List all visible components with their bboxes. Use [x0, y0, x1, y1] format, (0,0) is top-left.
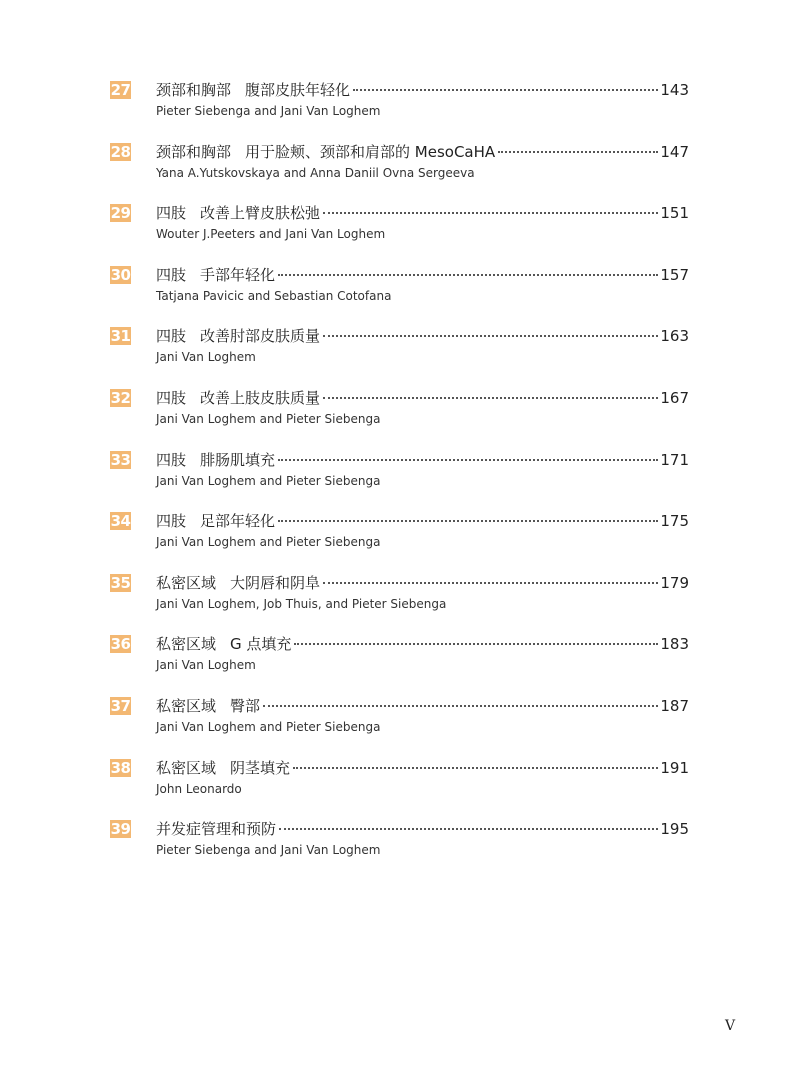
page-number: 171	[660, 451, 689, 469]
chapter-number: 35	[110, 574, 131, 592]
section-name: 颈部和胸部	[156, 81, 232, 99]
chapter-title: 臀部	[230, 697, 261, 715]
chapter-title: 并发症管理和预防	[156, 820, 277, 838]
toc-entry	[0, 573, 800, 623]
section-name: 私密区域	[156, 574, 217, 592]
chapter-title: 阴茎填充	[230, 759, 291, 777]
chapter-authors: Jani Van Loghem	[156, 350, 256, 364]
section-name: 私密区域	[156, 635, 217, 653]
page-number: 167	[660, 389, 689, 407]
section-name: 四肢	[156, 389, 187, 407]
toc-title-line[interactable]	[156, 142, 689, 164]
toc-title-line[interactable]	[156, 511, 689, 533]
chapter-number: 31	[110, 327, 131, 345]
chapter-title: 大阴唇和阴阜	[230, 574, 321, 592]
toc-title-line[interactable]	[156, 450, 689, 472]
toc-title-line[interactable]	[156, 265, 689, 287]
toc-entry	[0, 265, 800, 315]
chapter-number: 38	[110, 759, 131, 777]
chapter-number: 34	[110, 512, 131, 530]
dot-leader	[278, 459, 658, 461]
chapter-authors: Yana A.Yutskovskaya and Anna Daniil Ovna Sergeeva	[156, 166, 475, 180]
toc-entry	[0, 326, 800, 376]
chapter-number: 30	[110, 266, 131, 284]
page-number: 179	[660, 574, 689, 592]
chapter-number: 27	[110, 81, 131, 99]
toc-title-line[interactable]	[156, 573, 689, 595]
toc-title-line[interactable]	[156, 80, 689, 102]
toc-entry	[0, 80, 800, 130]
page-number: 187	[660, 697, 689, 715]
toc-title-line[interactable]	[156, 634, 689, 656]
chapter-authors: Pieter Siebenga and Jani Van Loghem	[156, 104, 381, 118]
toc-entry	[0, 634, 800, 684]
section-name: 四肢	[156, 327, 187, 345]
page-number: 175	[660, 512, 689, 530]
toc-title-line[interactable]	[156, 696, 689, 718]
page-number: 157	[660, 266, 689, 284]
toc-entry	[0, 142, 800, 192]
toc-title-line[interactable]	[156, 758, 689, 780]
chapter-authors: Pieter Siebenga and Jani Van Loghem	[156, 843, 381, 857]
toc-title-line[interactable]	[156, 203, 689, 225]
chapter-title: G 点填充	[230, 635, 292, 653]
toc-entry	[0, 696, 800, 746]
page-number: 163	[660, 327, 689, 345]
chapter-number: 28	[110, 143, 131, 161]
chapter-title: 腹部皮肤年轻化	[245, 81, 351, 99]
chapter-number: 37	[110, 697, 131, 715]
page-number: 143	[660, 81, 689, 99]
chapter-title: 改善上臂皮肤松弛	[200, 204, 321, 222]
dot-leader	[323, 212, 658, 214]
dot-leader	[353, 89, 658, 91]
section-name: 颈部和胸部	[156, 143, 232, 161]
chapter-number: 33	[110, 451, 131, 469]
section-name: 私密区域	[156, 697, 217, 715]
chapter-authors: Jani Van Loghem and Pieter Siebenga	[156, 535, 381, 549]
chapter-authors: Jani Van Loghem and Pieter Siebenga	[156, 412, 381, 426]
page-number: 191	[660, 759, 689, 777]
chapter-title: 足部年轻化	[200, 512, 276, 530]
section-name: 四肢	[156, 266, 187, 284]
chapter-title: 改善肘部皮肤质量	[200, 327, 321, 345]
toc-entry	[0, 758, 800, 808]
dot-leader	[293, 767, 658, 769]
page-number: 151	[660, 204, 689, 222]
chapter-authors: Jani Van Loghem and Pieter Siebenga	[156, 474, 381, 488]
toc-title-line[interactable]	[156, 326, 689, 348]
dot-leader	[294, 643, 658, 645]
chapter-authors: Jani Van Loghem, Job Thuis, and Pieter Siebenga	[156, 597, 447, 611]
chapter-number: 39	[110, 820, 131, 838]
toc-entry	[0, 203, 800, 253]
chapter-number: 36	[110, 635, 131, 653]
chapter-number: 32	[110, 389, 131, 407]
dot-leader	[278, 520, 658, 522]
section-name: 四肢	[156, 512, 187, 530]
page-folio: V	[725, 1018, 736, 1034]
toc-entry	[0, 511, 800, 561]
dot-leader	[323, 582, 658, 584]
chapter-title: 用于脸颊、颈部和肩部的 MesoCaHA	[245, 143, 496, 161]
section-name: 四肢	[156, 451, 187, 469]
chapter-authors: John Leonardo	[156, 782, 242, 796]
dot-leader	[323, 335, 658, 337]
toc-entry	[0, 388, 800, 438]
chapter-number: 29	[110, 204, 131, 222]
toc-entry	[0, 450, 800, 500]
toc-title-line[interactable]	[156, 388, 689, 410]
chapter-title: 腓肠肌填充	[200, 451, 276, 469]
page-number: 183	[660, 635, 689, 653]
chapter-authors: Jani Van Loghem	[156, 658, 256, 672]
dot-leader	[498, 151, 658, 153]
section-name: 私密区域	[156, 759, 217, 777]
toc-title-line[interactable]	[156, 819, 689, 841]
dot-leader	[323, 397, 658, 399]
page-number: 195	[660, 820, 689, 838]
toc-entry	[0, 819, 800, 869]
dot-leader	[279, 828, 658, 830]
dot-leader	[263, 705, 658, 707]
chapter-authors: Wouter J.Peeters and Jani Van Loghem	[156, 227, 386, 241]
section-name: 四肢	[156, 204, 187, 222]
chapter-title: 改善上肢皮肤质量	[200, 389, 321, 407]
chapter-title: 手部年轻化	[200, 266, 276, 284]
dot-leader	[278, 274, 658, 276]
chapter-authors: Tatjana Pavicic and Sebastian Cotofana	[156, 289, 392, 303]
chapter-authors: Jani Van Loghem and Pieter Siebenga	[156, 720, 381, 734]
page-number: 147	[660, 143, 689, 161]
